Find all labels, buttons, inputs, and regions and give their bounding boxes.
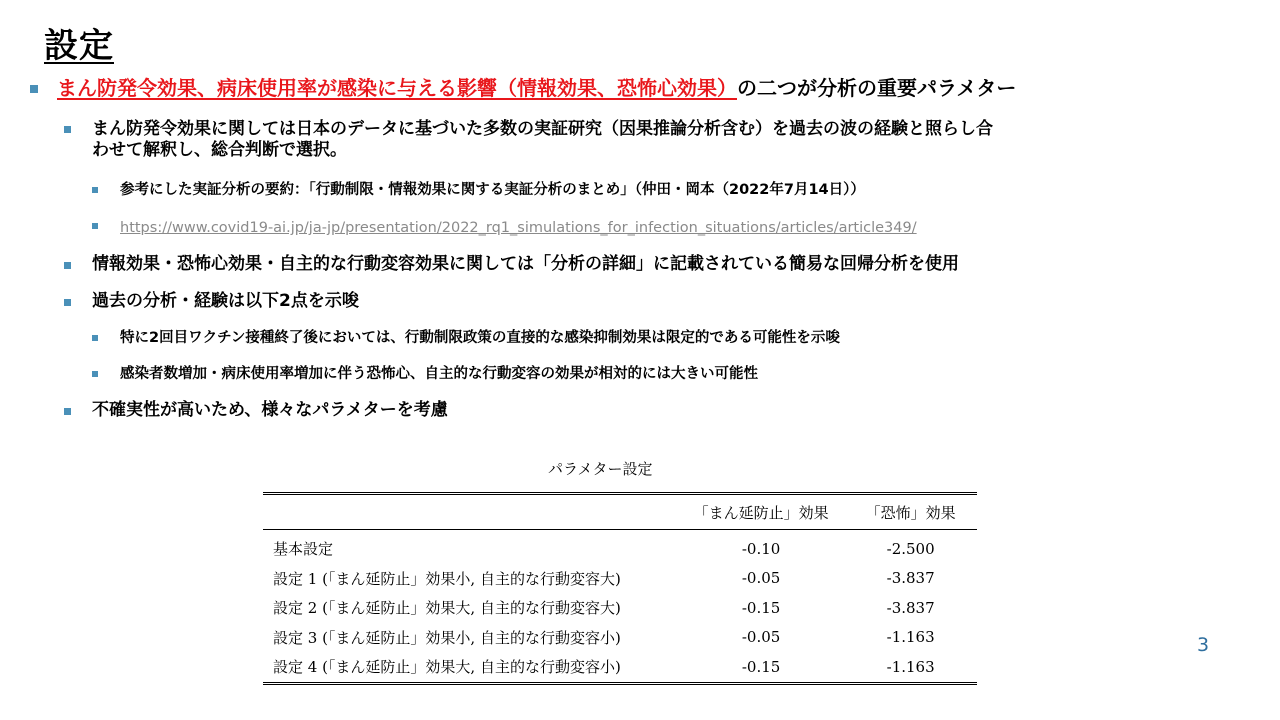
bullet-marker — [64, 126, 71, 133]
header-cell-manbou: 「まん延防止」効果 — [678, 494, 844, 530]
row-label: 基本設定 — [273, 540, 334, 559]
fear-value: -1.163 — [886, 628, 935, 647]
bullet-text: の二つが分析の重要パラメター — [737, 76, 1017, 100]
header-cell-fear: 「恐怖」効果 — [844, 494, 977, 530]
fear-value: -3.837 — [886, 598, 935, 617]
table-header-row — [263, 494, 977, 530]
bullet-main-parameters — [57, 76, 1016, 101]
table-row — [263, 530, 977, 564]
manbou-value: -0.05 — [741, 569, 781, 588]
row-label: 設定 1 (「まん延防止」効果小, 自主的な行動変容大) — [273, 569, 621, 588]
table-row — [263, 623, 977, 653]
table-row — [263, 652, 977, 683]
bullet-information-effect: 情報効果・恐怖心効果・自主的な行動変容効果に関しては「分析の詳細」に記載されている簡易な回帰分析を使用 — [92, 254, 959, 274]
fear-value: -3.837 — [886, 569, 935, 588]
page-number: 3 — [1197, 634, 1210, 656]
header-cell — [263, 494, 678, 530]
bullet-text-line1: まん防発令効果に関しては日本のデータに基づいた多数の実証研究（因果推論分析含む）を過去の波の経験と照らし合 — [92, 119, 993, 139]
highlighted-phrase: まん防発令効果、病床使用率が感染に与える影響（情報効果、恐怖心効果） — [57, 76, 737, 100]
reference-link[interactable]: https://www.covid19-ai.jp/ja-jp/presentation/2022_rq1_simulations_for_infection_situations/articles/article349/ — [120, 220, 917, 236]
row-label: 設定 4 (「まん延防止」効果大, 自主的な行動変容小) — [273, 658, 621, 677]
bullet-marker — [64, 299, 71, 306]
bullet-marker — [92, 223, 98, 229]
table-row — [263, 564, 977, 594]
bullet-reference-link — [120, 217, 917, 237]
manbou-value: -0.05 — [741, 628, 781, 647]
bullet-fear-effect: 感染者数増加・病床使用率増加に伴う恐怖心、自主的な行動変容の効果が相対的には大きい可能性 — [120, 366, 758, 382]
fear-value: -1.163 — [886, 657, 935, 676]
fear-value: -2.500 — [886, 539, 935, 558]
bullet-marker — [64, 262, 71, 269]
bullet-marker — [92, 371, 98, 377]
table-caption: パラメター設定 — [548, 460, 653, 478]
bullet-marker — [30, 85, 38, 93]
bullet-marker — [92, 187, 98, 193]
manbou-value: -0.15 — [741, 598, 781, 617]
bullet-text-line2: わせて解釈し、総合判断で選択。 — [92, 140, 347, 161]
parameter-table — [263, 492, 977, 685]
bullet-vaccine-effect: 特に2回目ワクチン接種終了後においては、行動制限政策の直接的な感染抑制効果は限定的である可能性を示唆 — [120, 330, 840, 346]
row-label: 設定 2 (「まん延防止」効果大, 自主的な行動変容大) — [273, 599, 621, 618]
table-row — [263, 593, 977, 623]
row-label: 設定 3 (「まん延防止」効果小, 自主的な行動変容小) — [273, 628, 621, 647]
bullet-marker — [64, 408, 71, 415]
bullet-uncertainty: 不確実性が高いため、様々なパラメターを考慮 — [92, 400, 448, 420]
bullet-marker — [92, 335, 98, 341]
manbou-value: -0.15 — [741, 657, 781, 676]
slide-title: 設定 — [44, 26, 114, 66]
manbou-value: -0.10 — [741, 539, 781, 558]
bullet-past-analysis: 過去の分析・経験は以下2点を示唆 — [92, 291, 359, 311]
bullet-manbou-effect — [92, 119, 993, 162]
bullet-reference-summary: 参考にした実証分析の要約：「行動制限・情報効果に関する実証分析のまとめ」（仲田・岡本（2022年7月14日）） — [120, 182, 865, 198]
